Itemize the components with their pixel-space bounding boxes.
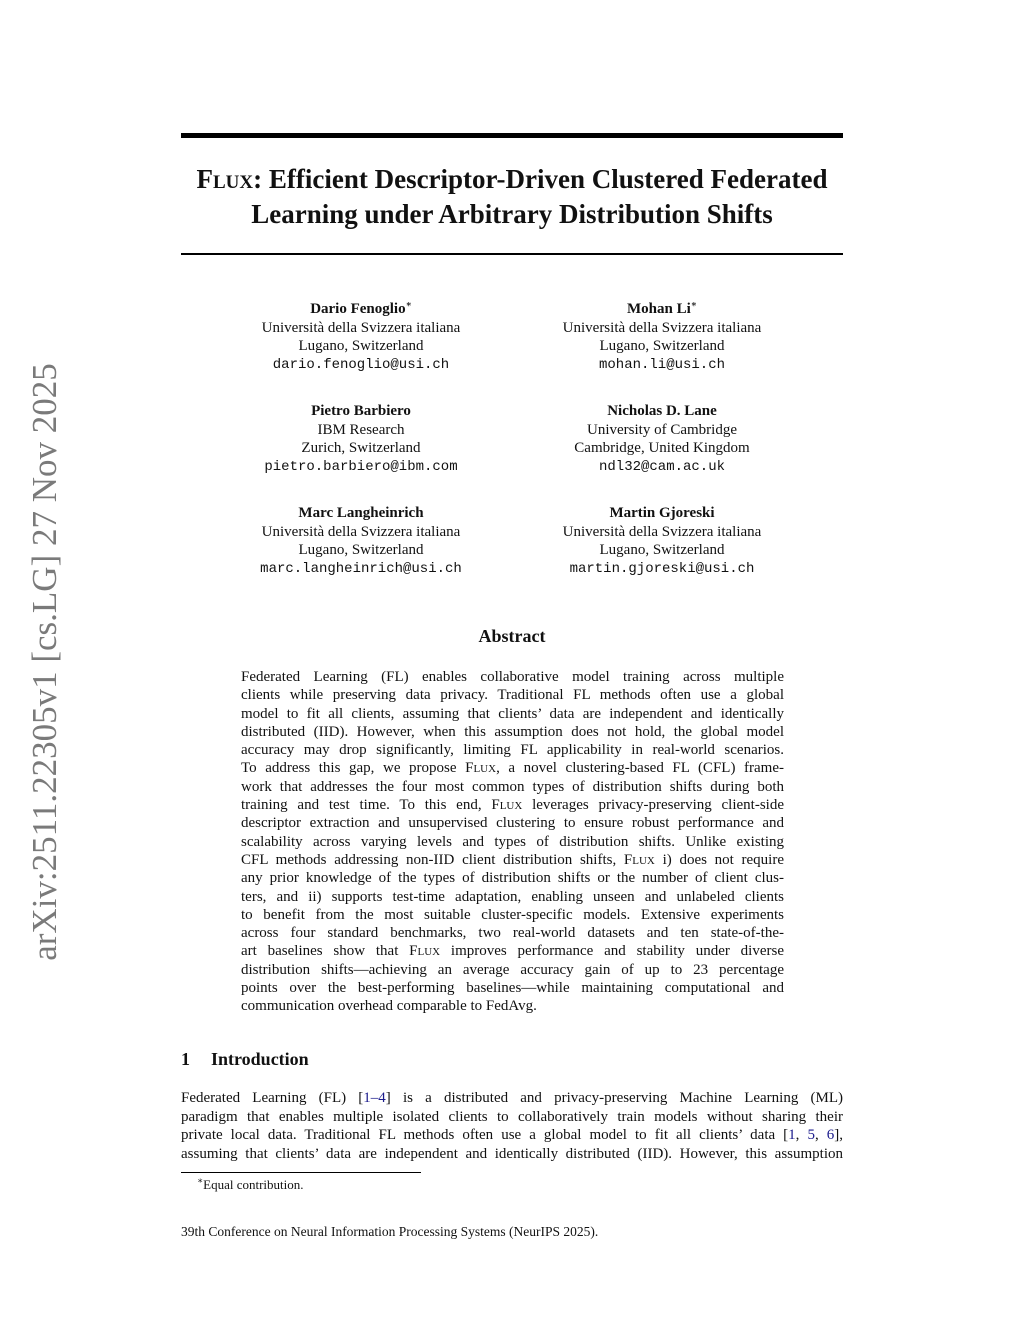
citation-link[interactable]: 1–4 [363,1090,386,1106]
abstract-heading: Abstract [478,626,546,646]
title-top-rule [181,133,843,138]
author-name: Nicholas D. Lane [607,403,717,419]
author-name: Dario Fenoglio∗ [310,299,412,317]
section-number: 1 [181,1049,190,1069]
author-email: ndl32@cam.ac.uk [598,458,726,475]
venue-note: 39th Conference on Neural Information Processing Systems (NeurIPS 2025). [181,1224,599,1239]
author-location: Lugano, Switzerland [599,542,725,558]
author-block [211,402,511,476]
title-bottom-rule [181,253,843,255]
section-heading-introduction [181,1049,309,1070]
author-block [512,504,812,578]
footnote-rule [181,1172,421,1173]
author-name: Marc Langheinrich [298,505,424,521]
citation-link[interactable]: 1 [788,1127,796,1143]
author-affiliation: IBM Research [317,421,405,438]
author-email: dario.fenoglio@usi.ch [272,356,450,373]
footnote: ∗Equal contribution. [197,1175,304,1192]
arxiv-identifier: arXiv:2511.22305v1 [cs.LG] 27 Nov 2025 [25,363,64,961]
author-email: martin.gjoreski@usi.ch [569,560,755,577]
method-name: Flux [196,164,254,194]
author-affiliation: Università della Svizzera italiana [261,319,461,336]
method-name: Flux [623,851,655,868]
author-block [512,300,812,374]
author-email: pietro.barbiero@ibm.com [264,458,458,475]
author-affiliation: Università della Svizzera italiana [562,523,762,540]
author-affiliation: Università della Svizzera italiana [261,523,461,540]
author-name: Pietro Barbiero [311,403,411,419]
method-name: Flux [409,943,441,960]
author-location: Lugano, Switzerland [298,542,424,558]
citation-link[interactable]: 5 [807,1127,815,1143]
paper-title [170,162,854,232]
author-location: Lugano, Switzerland [298,338,424,354]
author-affiliation: University of Cambridge [587,421,737,438]
title-line2: Learning under Arbitrary Distribution Shifts [251,199,773,229]
author-block [211,504,511,578]
author-location: Zurich, Switzerland [301,440,421,456]
author-email: mohan.li@usi.ch [598,356,726,373]
method-name: Flux [465,760,497,777]
author-location: Lugano, Switzerland [599,338,725,354]
abstract-text: Federated Learning (FL) enables collaborative model training across multiple clients while preserving data privacy. Traditional FL methods often use a global model to fit all clients, assuming that clients’ data are independent and identically distributed (IID). However, when this assumption does not hold, the global model accuracy may drop significantly, limiting FL applicability in real-world scenarios. To address this gap, we propose Flux, a novel clustering-based FL (CFL) frame- work that addresses the four most common types of distribution shifts during both training and test time. To this end, Flux leverages privacy-preserving client-side descriptor extraction and unsupervised clustering to ensure robust performance and scalability across varying levels and types of distribution shifts. Unlike existing CFL methods addressing non-IID client distribution shifts, Flux i) does not require any prior knowledge of the types of distribution shifts or the number of client clus- ters, and ii) supports test-time adaptation, enabling unseen and unlabeled clients to benefit from the most suitable cluster-specific models. Extensive experiments across four standard benchmarks, two real-world datasets and ten state-of-the- art baselines show that Flux improves performance and stability under diverse distribution shifts—achieving an average accuracy gain of up to 23 percentage points over the best-performing baselines—while maintaining computational and communication overhead comparable to FedAvg. [241,669,785,1015]
author-affiliation: Università della Svizzera italiana [562,319,762,336]
section-title: Introduction [211,1049,309,1069]
introduction-text: Federated Learning (FL) [1–4] is a distributed and privacy-preserving Machine Learning (ML) paradigm that enables multiple isolated clients to collaboratively train models without sharing their private local data. Traditional FL methods often use a global model to fit all clients’ data [1, 5, 6], assuming that clients’ data are independent and identically distributed (IID). However, this assumption [181,1090,844,1162]
author-email: marc.langheinrich@usi.ch [260,560,462,577]
author-name: Martin Gjoreski [609,505,715,521]
author-block [211,300,511,374]
author-block [512,402,812,476]
title-line1-rest: : Efficient Descriptor-Driven Clustered Federated [253,164,828,194]
method-name: Flux [491,797,523,814]
citation-link[interactable]: 6 [826,1127,835,1143]
author-name: Mohan Li∗ [627,299,697,317]
author-location: Cambridge, United Kingdom [574,440,750,456]
